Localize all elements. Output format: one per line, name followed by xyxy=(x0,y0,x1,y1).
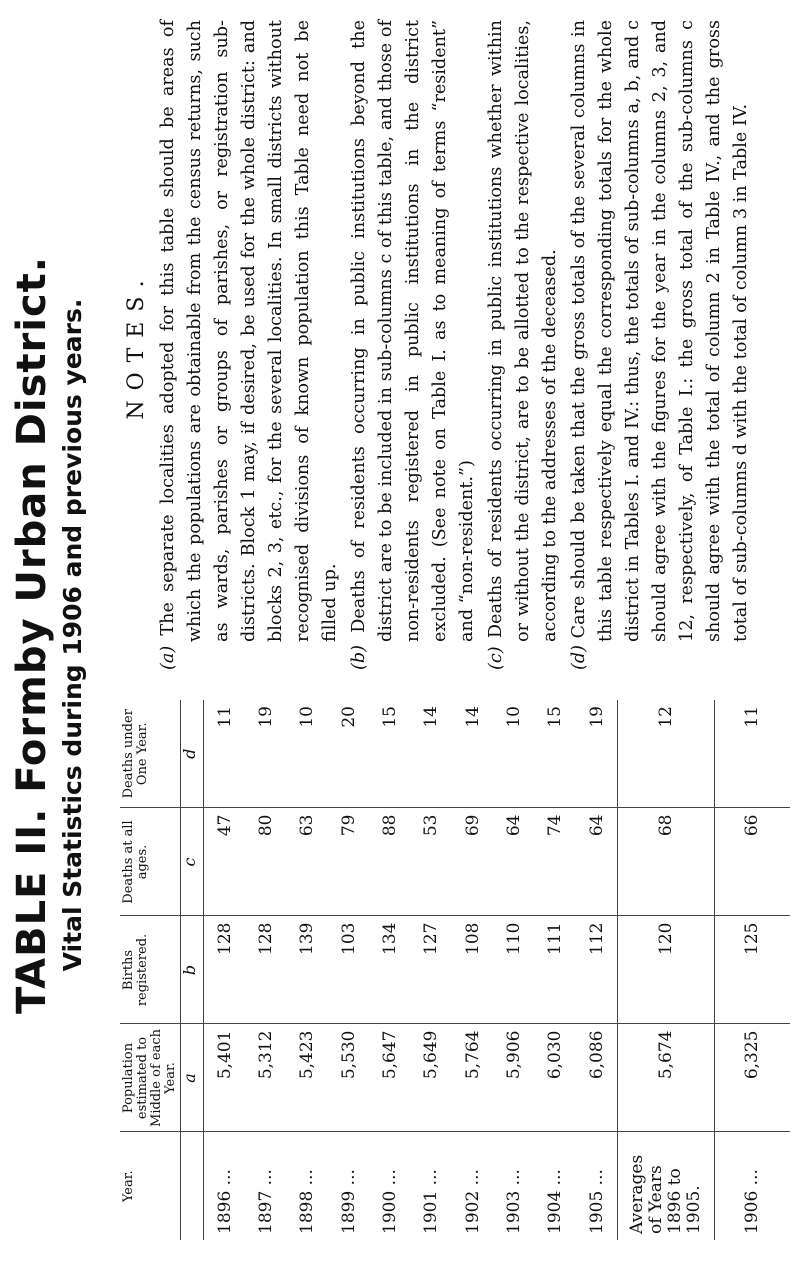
current-deaths: 66 xyxy=(714,808,790,916)
note-text: The separate localities adopted for this table should be areas of which the populations are obtainable from the census returns, such as wards, parishes or groups of parishes, or registration sub-districts. Block 1 may, if desired, be used for the whole district: and blocks 2, 3, etc., for the several localities. In small districts without recognised divisions of known population this Table need not be filled up. xyxy=(158,20,340,642)
note-text: Deaths of residents occurring in public institutions beyond the district are to be included in sub-columns c of this table, and those of non-residents registered in public institutions in the district excluded. (See note on Table I. as to meaning of terms “resident” and “non-resident.”) xyxy=(349,20,477,642)
notes-list xyxy=(155,20,755,670)
averages-label-line: of Years xyxy=(646,1165,667,1234)
infant-deaths-cell: 15 xyxy=(369,700,410,808)
year-cell: 1897 ... xyxy=(256,1169,277,1234)
table-row xyxy=(452,700,493,1240)
averages-label-line: Averages xyxy=(627,1154,648,1234)
note-text: Care should be taken that the gross totals of the several columns in this table respectively equal the corresponding totals for the whole district in Tables I. and IV.: thus, the totals of sub-columns a, b, and c should agree with the figures for the year in the columns 2, 3, and 12, respectively, of Table I.: the gross total of the sub-columns c should agree with the total of column 2 in Table IV., and the gross total of sub-columns d with the total of column 3 in Table IV. xyxy=(569,19,751,642)
note-label: (c) xyxy=(486,646,506,670)
births-cell: 128 xyxy=(204,916,246,1024)
header-deaths-under-one: Deaths under One Year. xyxy=(120,700,181,808)
current-births: 125 xyxy=(714,916,790,1024)
deaths-cell: 74 xyxy=(535,808,576,916)
infant-deaths-cell: 10 xyxy=(493,700,534,808)
vital-statistics-table xyxy=(120,700,790,1240)
population-cell: 5,401 xyxy=(204,1024,246,1132)
year-cell: 1901 ... xyxy=(421,1169,442,1234)
births-cell: 134 xyxy=(369,916,410,1024)
births-cell: 128 xyxy=(245,916,286,1024)
infant-deaths-cell: 10 xyxy=(287,700,328,808)
header-year: Year. xyxy=(120,1132,181,1240)
page-title: TABLE II. Formby Urban District. xyxy=(9,256,55,1015)
population-cell: 6,030 xyxy=(535,1024,576,1132)
note-item xyxy=(155,20,344,670)
current-infant-deaths: 11 xyxy=(714,700,790,808)
year-cell: 1903 ... xyxy=(503,1169,524,1234)
averages-label-line: 1896 to xyxy=(665,1168,686,1234)
infant-deaths-cell: 15 xyxy=(535,700,576,808)
current-year-row xyxy=(714,700,790,1240)
population-cell: 5,906 xyxy=(493,1024,534,1132)
population-cell: 6,086 xyxy=(576,1024,618,1132)
infant-deaths-cell: 14 xyxy=(411,700,452,808)
column-letter: d xyxy=(181,700,204,808)
births-cell: 112 xyxy=(576,916,618,1024)
averages-label-line: 1905. xyxy=(684,1185,705,1234)
averages-deaths: 68 xyxy=(618,808,714,916)
averages-infant-deaths: 12 xyxy=(618,700,714,808)
note-text: Deaths of residents occurring in public institutions whether within or without the district, are to be allotted to the respective localities, according to the addresses of the deceased. xyxy=(486,19,560,642)
births-cell: 108 xyxy=(452,916,493,1024)
table-row xyxy=(287,700,328,1240)
deaths-cell: 53 xyxy=(411,808,452,916)
births-cell: 103 xyxy=(328,916,369,1024)
note-label: (b) xyxy=(349,645,369,670)
header-births: Births registered. xyxy=(120,916,181,1024)
year-cell: 1904 ... xyxy=(545,1169,566,1234)
births-cell: 110 xyxy=(493,916,534,1024)
table-row xyxy=(204,700,246,1240)
deaths-cell: 69 xyxy=(452,808,493,916)
note-label: (a) xyxy=(158,645,178,670)
notes-heading: NOTES. xyxy=(124,270,149,420)
year-cell: 1899 ... xyxy=(338,1169,359,1234)
header-deaths-all-ages: Deaths at all ages. xyxy=(120,808,181,916)
deaths-cell: 88 xyxy=(369,808,410,916)
year-cell: 1900 ... xyxy=(379,1169,400,1234)
infant-deaths-cell: 19 xyxy=(576,700,618,808)
table-row xyxy=(369,700,410,1240)
population-cell: 5,423 xyxy=(287,1024,328,1132)
year-cell: 1905 ... xyxy=(586,1169,607,1234)
births-cell: 139 xyxy=(287,916,328,1024)
table-row xyxy=(535,700,576,1240)
population-cell: 5,312 xyxy=(245,1024,286,1132)
current-population: 6,325 xyxy=(714,1024,790,1132)
header-population: Population estimated to Middle of each Year. xyxy=(120,1024,181,1132)
population-cell: 5,530 xyxy=(328,1024,369,1132)
infant-deaths-cell: 11 xyxy=(204,700,246,808)
current-year: 1906 ... xyxy=(714,1132,790,1240)
averages-births: 120 xyxy=(618,916,714,1024)
column-letter: b xyxy=(181,916,204,1024)
deaths-cell: 47 xyxy=(204,808,246,916)
table-row xyxy=(411,700,452,1240)
year-cell: 1902 ... xyxy=(462,1169,483,1234)
table-row xyxy=(576,700,618,1240)
population-cell: 5,649 xyxy=(411,1024,452,1132)
infant-deaths-cell: 14 xyxy=(452,700,493,808)
averages-row xyxy=(618,700,714,1240)
column-letter: a xyxy=(181,1024,204,1132)
deaths-cell: 64 xyxy=(576,808,618,916)
population-cell: 5,647 xyxy=(369,1024,410,1132)
deaths-cell: 64 xyxy=(493,808,534,916)
deaths-cell: 63 xyxy=(287,808,328,916)
averages-population: 5,674 xyxy=(618,1024,714,1132)
averages-label xyxy=(618,1132,714,1240)
note-item xyxy=(346,20,481,670)
note-item xyxy=(566,20,755,670)
population-cell: 5,764 xyxy=(452,1024,493,1132)
page-subtitle: Vital Statistics during 1906 and previous years. xyxy=(58,298,87,972)
table-row xyxy=(493,700,534,1240)
deaths-cell: 79 xyxy=(328,808,369,916)
table-row xyxy=(328,700,369,1240)
infant-deaths-cell: 20 xyxy=(328,700,369,808)
column-letter xyxy=(181,1132,204,1240)
table-row xyxy=(245,700,286,1240)
year-cell: 1896 ... xyxy=(214,1169,235,1234)
deaths-cell: 80 xyxy=(245,808,286,916)
note-label: (d) xyxy=(569,645,589,670)
year-cell: 1898 ... xyxy=(297,1169,318,1234)
births-cell: 127 xyxy=(411,916,452,1024)
infant-deaths-cell: 19 xyxy=(245,700,286,808)
note-item xyxy=(483,20,564,670)
notes-section xyxy=(120,20,800,670)
column-letter: c xyxy=(181,808,204,916)
births-cell: 111 xyxy=(535,916,576,1024)
